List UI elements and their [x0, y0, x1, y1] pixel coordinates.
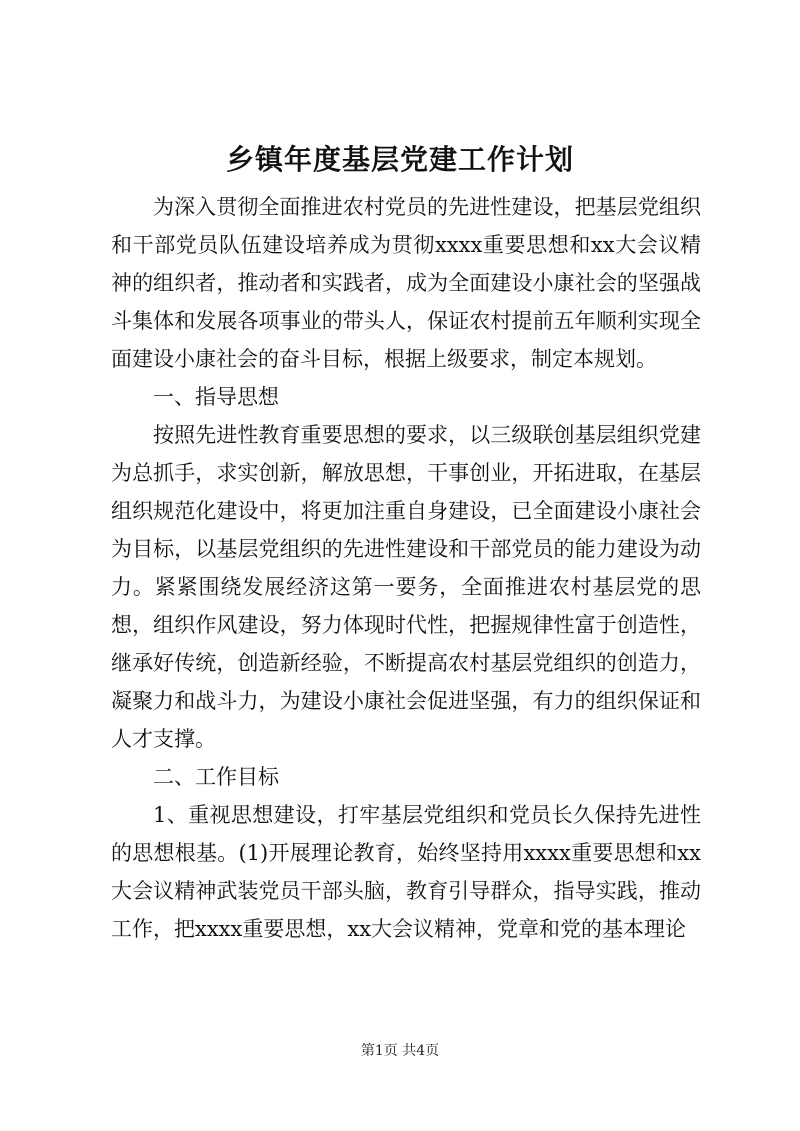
page-number: 第1页 共4页	[360, 1043, 440, 1059]
document-body	[111, 188, 701, 948]
section-heading-work-goals: 二、工作目标	[153, 765, 279, 789]
guiding-ideology-paragraph: 按照先进性教育重要思想的要求，以三级联创基层组织党建为总抓手，求实创新，解放思想，干事创业，开拓进取，在基层组织规范化建设中，将更加注重自身建设，已全面建设小康社会为目标，以基层党组织的先进性建设和干部党员的能力建设为动力。紧紧围绕发展经济这第一要务，全面推进农村基层党的思想，组织作风建设，努力体现时代性，把握规律性富于创造性，继承好传统，创造新经验，不断提高农村基层党组织的创造力，凝聚力和战斗力，为建设小康社会促进坚强，有力的组织保证和人才支撑。	[111, 423, 701, 751]
page-footer	[0, 1041, 800, 1061]
intro-paragraph: 为深入贯彻全面推进农村党员的先进性建设，把基层党组织和干部党员队伍建设培养成为贯彻xxxx重要思想和xx大会议精神的组织者，推动者和实践者，成为全面建设小康社会的坚强战斗集体和发展各项事业的带头人，保证农村提前五年顺利实现全面建设小康社会的奋斗目标，根据上级要求，制定本规划。	[111, 195, 701, 371]
section-heading-guiding-ideology: 一、指导思想	[153, 385, 279, 409]
work-goals-paragraph: 1、重视思想建设，打牢基层党组织和党员长久保持先进性的思想根基。(1)开展理论教育，始终坚持用xxxx重要思想和xx大会议精神武装党员干部头脑，教育引导群众，指导实践，推动工作，把xxxx重要思想，xx大会议精神，党章和党的基本理论	[111, 803, 701, 941]
document-title: 乡镇年度基层党建工作计划	[225, 143, 574, 176]
